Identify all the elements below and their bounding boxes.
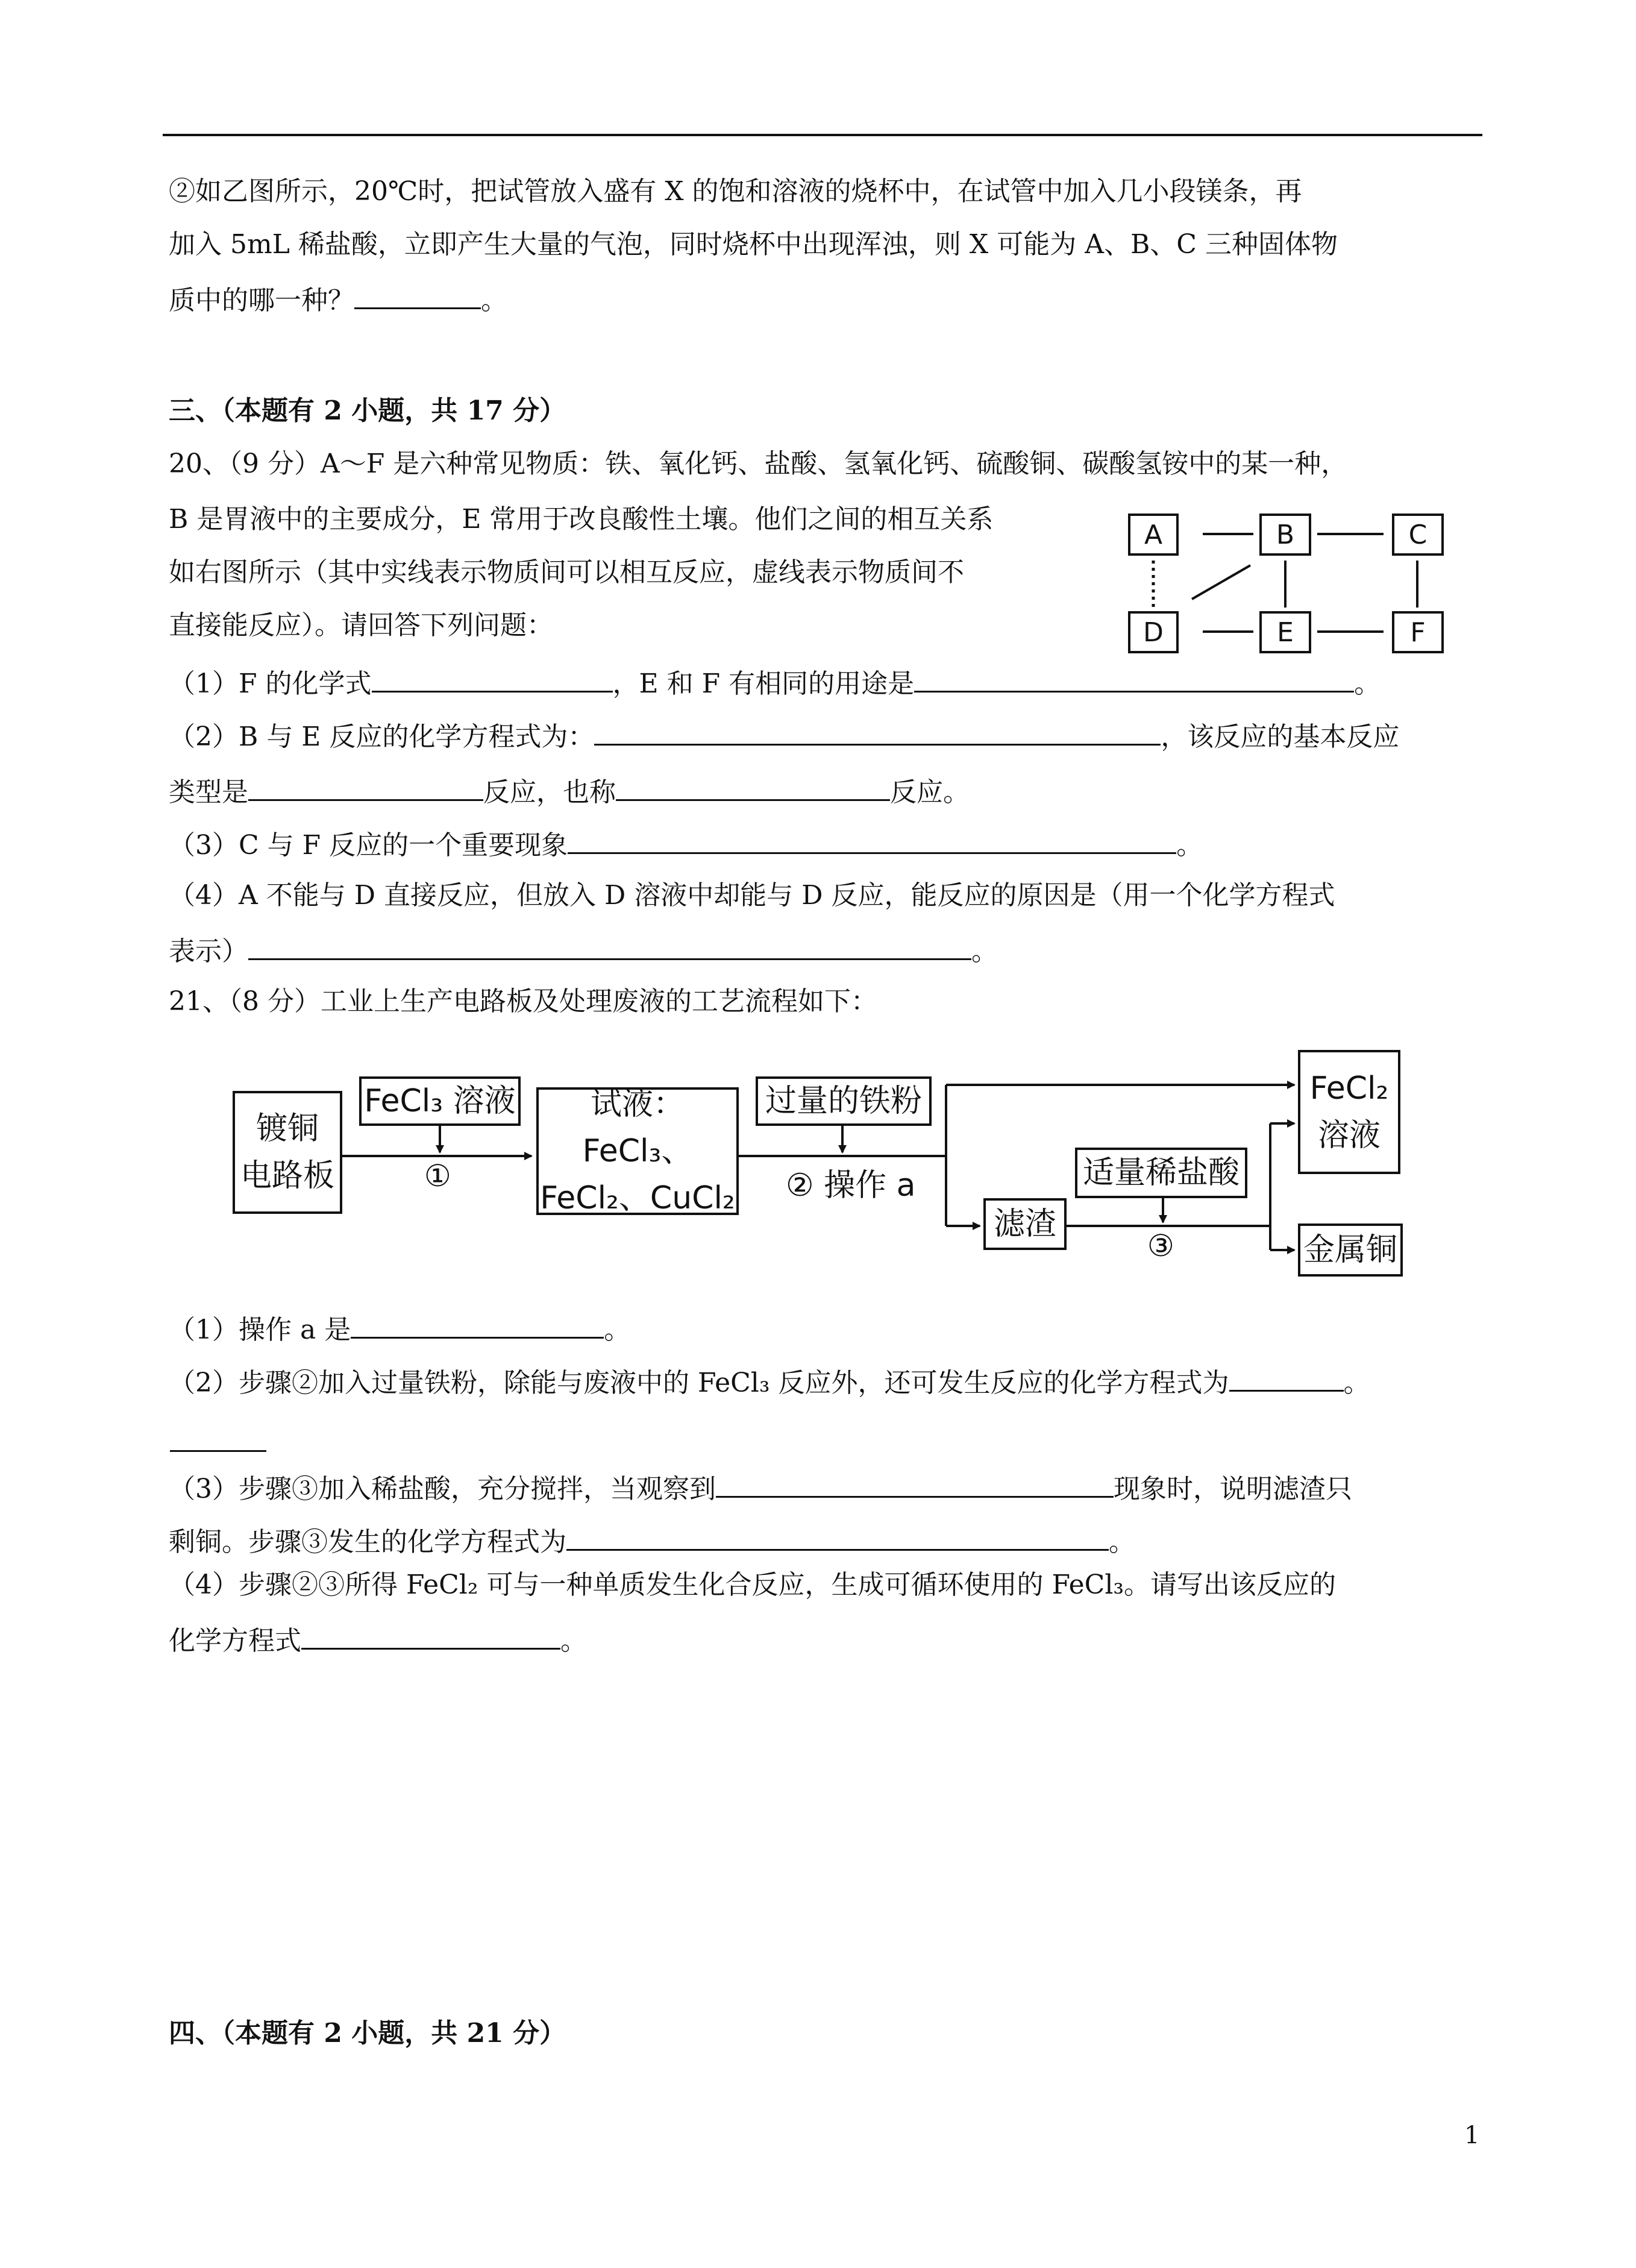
q19-line2: 加入 5mL 稀盐酸，立即产生大量的气泡，同时烧杯中出现浑浊，则 X 可能为 A、B、C 三种固体物 [169,229,1338,260]
box-test-liquid-line1: 试液：FeCl₃、 [582,1086,693,1169]
q21-part1 [169,1309,630,1348]
q21-part4: （4）步骤②③所得 FeCl₂ 可与一种单质发生化合反应，生成可循环使用的 FeCl₃。请写出该反应的 [169,1569,1337,1600]
answer-blank[interactable] [716,1468,1114,1498]
reagent-fecl3: FeCl₃ 溶液 [359,1076,521,1126]
box-fecl2-line1: FeCl₂ [1309,1070,1389,1107]
q20-part1-text2: ，E 和 F 有相同的用途是 [612,668,915,699]
punct: 。 [1343,1368,1370,1398]
node-f: F [1392,611,1444,653]
answer-blank[interactable] [351,1309,604,1339]
q20-part3-text: （3）C 与 F 反应的一个重要现象 [169,830,568,861]
box-test-liquid [536,1087,739,1215]
answer-blank[interactable] [301,1620,560,1650]
reagent-iron-powder: 过量的铁粉 [756,1076,932,1126]
q20-part1-text: （1）F 的化学式 [169,668,372,699]
q21-part2-text: （2）步骤②加入过量铁粉，除能与废液中的 FeCl₃ 反应外，还可发生反应的化学方程式为 [169,1368,1229,1398]
q20-part2-text3: 类型是 [169,777,248,808]
q20-part2-text5: 反应。 [890,777,970,808]
q21-part4-cont [169,1620,587,1659]
page-number: 1 [1464,2122,1480,2149]
q21-part3-text2: 现象时，说明滤渣只 [1114,1474,1352,1504]
box-copper-board [233,1091,342,1214]
step-1-label: ① [424,1158,451,1193]
box-test-liquid-line2: FeCl₂、CuCl₂ [540,1180,735,1216]
punct: 。 [481,285,507,316]
q21-part3 [169,1468,1352,1507]
q20-line1: 20、（9 分）A～F 是六种常见物质：铁、氧化钙、盐酸、氢氧化钙、硫酸铜、碳酸氢铵中的某一种， [169,448,1348,479]
q19-line1: ②如乙图所示，20℃时，把试管放入盛有 X 的饱和溶液的烧杯中，在试管中加入几小段镁条，再 [169,176,1302,207]
box-fecl2-solution [1298,1050,1400,1174]
answer-blank[interactable] [566,1521,1109,1551]
section-3-title: 三、（本题有 2 小题，共 17 分） [169,395,566,426]
q21-part2 [169,1362,1370,1401]
q21-part3-text3: 剩铜。步骤③发生的化学方程式为 [169,1527,566,1557]
box-copper-board-line2: 电路板 [240,1158,334,1194]
box-metal-copper: 金属铜 [1298,1224,1403,1277]
q21-part3-text: （3）步骤③加入稀盐酸，充分搅拌，当观察到 [169,1474,716,1504]
node-b: B [1259,514,1311,556]
punct: 。 [1176,830,1203,861]
q20-part4-text: 表示） [169,936,248,967]
answer-blank[interactable] [1229,1362,1344,1392]
punct: 。 [971,936,998,967]
answer-blank-continued[interactable] [170,1450,266,1452]
section-4-title: 四、（本题有 2 小题，共 21 分） [169,2018,566,2049]
step-2-label: ② 操作 a [786,1167,916,1204]
q21-part3-cont [169,1521,1135,1560]
q20-part2-text2: ，该反应的基本反应 [1161,721,1400,752]
punct: 。 [560,1626,587,1656]
q20-line2: B 是胃液中的主要成分，E 常用于改良酸性土壤。他们之间的相互关系 [169,504,994,535]
q20-part2-text: （2）B 与 E 反应的化学方程式为： [169,721,595,752]
node-e: E [1259,611,1311,653]
q20-part2-text4: 反应，也称 [483,777,616,808]
box-copper-board-line1: 镀铜 [255,1111,319,1147]
reagent-dilute-hcl: 适量稀盐酸 [1075,1148,1247,1198]
q20-part4: （4）A 不能与 D 直接反应，但放入 D 溶液中却能与 D 反应，能反应的原因是（用一个化学方程式 [169,880,1335,911]
q20-line4: 直接能反应）。请回答下列问题： [169,610,553,641]
step-3-label: ③ [1147,1228,1174,1263]
node-a: A [1128,514,1179,556]
q21-part1-text: （1）操作 a 是 [169,1315,351,1345]
box-filter-residue: 滤渣 [983,1198,1067,1250]
box-fecl2-line2: 溶液 [1317,1117,1381,1154]
punct: 。 [1109,1527,1135,1557]
punct: 。 [604,1315,631,1345]
q19-line3-text: 质中的哪一种？ [169,285,354,316]
q20-line3: 如右图所示（其中实线表示物质间可以相互反应，虚线表示物质间不 [169,557,964,588]
punct: 。 [1354,668,1381,699]
q21-part4-text: 化学方程式 [169,1626,301,1656]
q21-intro: 21、（8 分）工业上生产电路板及处理废液的工艺流程如下： [169,986,877,1017]
node-c: C [1392,514,1444,556]
node-d: D [1128,611,1179,653]
